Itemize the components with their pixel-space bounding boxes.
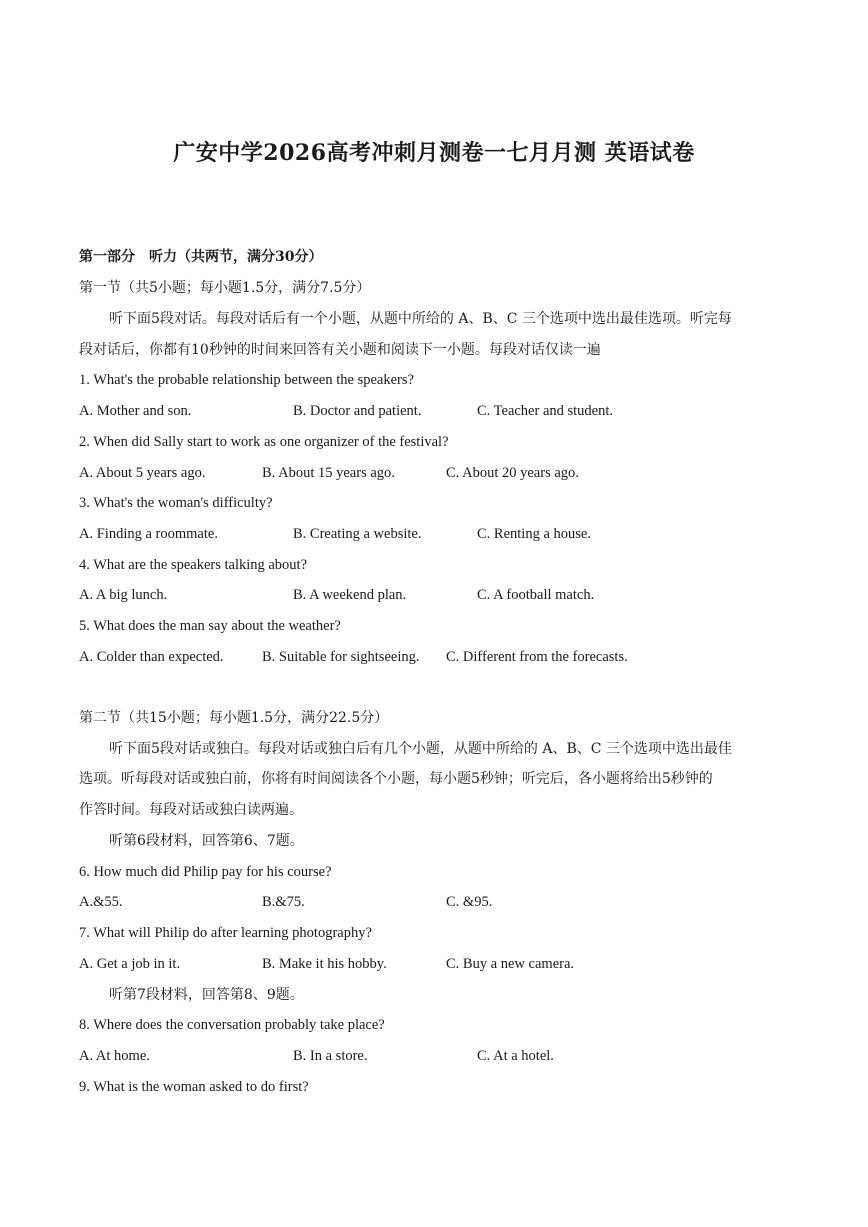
option-b: B. Doctor and patient.: [293, 403, 422, 419]
material-6-note: 听第6段材料，回答第6、7题。: [109, 833, 304, 849]
section2-instructions-line1: 听下面5段对话或独白。每段对话或独白后有几个小题，从题中所给的 A、B、C 三个选项中选出最佳: [109, 741, 732, 757]
option-a: A. Mother and son.: [79, 403, 192, 419]
question-options: [79, 955, 799, 973]
option-b: B.&75.: [262, 894, 305, 910]
question-stem: 5. What does the man say about the weather?: [79, 618, 341, 634]
question-stem: 4. What are the speakers talking about?: [79, 557, 308, 573]
option-b: B. Creating a website.: [293, 526, 422, 542]
section1-instructions-line2: 段对话后，你都有10秒钟的时间来回答有关小题和阅读下一小题。每段对话仅读一遍: [79, 342, 601, 358]
question-options: [79, 586, 799, 604]
option-c: C. Different from the forecasts.: [446, 649, 628, 665]
question-stem: 7. What will Philip do after learning photography?: [79, 925, 372, 941]
question-stem: 6. How much did Philip pay for his course?: [79, 864, 332, 880]
option-b: B. Make it his hobby.: [262, 956, 387, 972]
question-options: [79, 464, 799, 482]
option-c: C. About 20 years ago.: [446, 465, 579, 481]
option-a: A. A big lunch.: [79, 587, 168, 603]
option-b: B. About 15 years ago.: [262, 465, 395, 481]
question-options: [79, 402, 799, 420]
option-a: A.&55.: [79, 894, 123, 910]
exam-title: 广安中学2026高考冲刺月测卷一七月月测 英语试卷: [173, 140, 695, 166]
option-a: A. Get a job in it.: [79, 956, 181, 972]
option-a: A. Finding a roommate.: [79, 526, 218, 542]
option-c: C. Renting a house.: [477, 526, 591, 542]
question-stem: 9. What is the woman asked to do first?: [79, 1079, 309, 1095]
section2-instructions-line3: 作答时间。每段对话或独白读两遍。: [79, 802, 303, 818]
option-c: C. &95.: [446, 894, 493, 910]
option-b: B. A weekend plan.: [293, 587, 407, 603]
option-c: C. At a hotel.: [477, 1048, 554, 1064]
material-7-note: 听第7段材料，回答第8、9题。: [109, 987, 304, 1003]
option-a: A. At home.: [79, 1048, 150, 1064]
question-stem: 2. When did Sally start to work as one organizer of the festival?: [79, 434, 449, 450]
option-a: A. Colder than expected.: [79, 649, 224, 665]
question-stem: 3. What's the woman's difficulty?: [79, 495, 273, 511]
question-options: [79, 525, 799, 543]
question-options: [79, 648, 799, 666]
option-c: C. A football match.: [477, 587, 595, 603]
part1-heading: 第一部分 听力（共两节，满分30分）: [79, 249, 323, 265]
question-stem: 8. Where does the conversation probably take place?: [79, 1017, 385, 1033]
option-c: C. Teacher and student.: [477, 403, 614, 419]
option-b: B. Suitable for sightseeing.: [262, 649, 420, 665]
question-options: [79, 893, 799, 911]
section1-instructions-line1: 听下面5段对话。每段对话后有一个小题，从题中所给的 A、B、C 三个选项中选出最佳选项。听完每: [109, 311, 732, 327]
question-stem: 1. What's the probable relationship between the speakers?: [79, 372, 414, 388]
section2-heading: 第二节（共15小题；每小题1.5分，满分22.5分）: [79, 710, 389, 726]
option-b: B. In a store.: [293, 1048, 368, 1064]
option-a: A. About 5 years ago.: [79, 465, 206, 481]
section1-heading: 第一节（共5小题；每小题1.5分，满分7.5分）: [79, 280, 371, 296]
question-options: [79, 1047, 799, 1065]
section2-instructions-line2: 选项。听每段对话或独白前，你将有时间阅读各个小题，每小题5秒钟；听完后，各小题将给出5秒钟的: [79, 771, 713, 787]
option-c: C. Buy a new camera.: [446, 956, 575, 972]
